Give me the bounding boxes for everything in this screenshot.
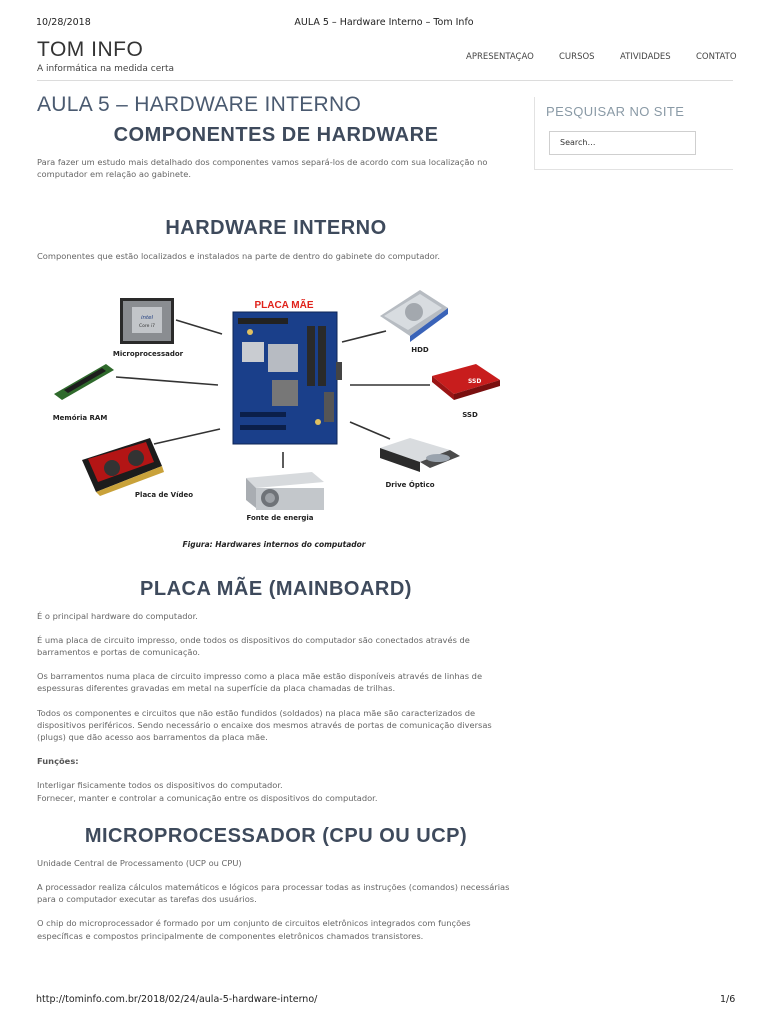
label-microprocessador: Microprocessador: [112, 350, 184, 358]
label-ssd: SSD: [462, 411, 478, 419]
print-url: http://tominfo.com.br/2018/02/24/aula-5-hardware-interno/: [36, 994, 318, 1005]
svg-text:SSD: SSD: [468, 378, 482, 385]
funcoes-list: Interligar fisicamente todos os dispositivos do computador. Fornecer, manter e controlar a comunicação entre os dispositivos do computador.: [37, 780, 378, 803]
paragraph-hardware-interno: Componentes que estão localizados e instalados na parte de dentro do gabinete do computador.: [37, 251, 441, 262]
paragraph-micro-3: O chip do microprocessador é formado por um conjunto de circuitos eletrônicos integrados com funções específicas e compostos principalmente de componentes eletrônicos chamados transistores.: [37, 918, 471, 941]
print-page-number: 1/6: [720, 994, 736, 1005]
nav-item-apresentacao[interactable]: APRESENTAÇÃO: [466, 52, 534, 62]
microprocessor-icon: [120, 298, 174, 344]
nav-item-cursos[interactable]: CURSOS: [559, 52, 595, 62]
paragraph-placa-1: É o principal hardware do computador.: [37, 610, 198, 621]
label-fonte-energia: Fonte de energia: [246, 514, 314, 522]
main-nav: [0, 52, 768, 66]
paragraph-intro: Para fazer um estudo mais detalhado dos componentes vamos separá-los de acordo com sua localização no computador em relação ao gabinete.: [37, 157, 488, 180]
site-tagline: A informática na medida certa: [37, 64, 174, 74]
funcoes-label: Funções:: [37, 756, 79, 767]
heading-hardware-interno: HARDWARE INTERNO: [165, 217, 387, 240]
svg-text:intel: intel: [140, 315, 154, 321]
nav-item-contato[interactable]: CONTATO: [696, 52, 737, 62]
search-input[interactable]: Search…: [549, 131, 696, 155]
sidebar-search-widget: [534, 97, 733, 170]
memory-ram-icon: [54, 364, 114, 400]
ssd-icon: [432, 364, 500, 400]
heading-microprocessador: MICROPROCESSADOR (CPU OU UCP): [84, 824, 468, 847]
power-supply-icon: [246, 472, 324, 510]
hardware-diagram: [50, 282, 510, 554]
nav-item-atividades[interactable]: ATIVIDADES: [620, 52, 671, 62]
heading-placa-mae: PLACA MÃE (MAINBOARD): [140, 577, 412, 600]
motherboard-icon: [233, 312, 342, 444]
label-drive-optico: Drive Óptico: [385, 481, 435, 489]
video-card-icon: [82, 438, 164, 496]
site-logo[interactable]: TOM INFO: [37, 38, 144, 61]
label-placa-video: Placa de Vídeo: [134, 491, 194, 499]
paragraph-micro-1: Unidade Central de Processamento (UCP ou CPU): [37, 857, 242, 868]
header-divider: [37, 80, 733, 81]
paragraph-placa-2: É uma placa de circuito impresso, onde todos os dispositivos do computador são conectados através de barramentos e portas de comunicação.: [37, 634, 470, 658]
label-hdd: HDD: [411, 346, 429, 354]
label-placa-mae: PLACA MÃE: [254, 300, 314, 311]
paragraph-placa-4: Todos os componentes e circuitos que não estão fundidos (soldados) na placa mãe são caracterizados de dispositivos periféricos. Sendo necessário o encaixe dos mesmos através de portas de comunicação diversas (plugs) que dão acesso aos barramentos da placa mãe.: [37, 707, 492, 743]
optical-drive-icon: [380, 438, 460, 472]
print-title: AULA 5 – Hardware Interno – Tom Info: [294, 17, 474, 28]
paragraph-placa-3: Os barramentos numa placa de circuito impresso como a placa mãe estão disponíveis através de linhas de espessuras diferentes gravadas em metal na superfície da placa chamadas de trilhas.: [37, 671, 483, 694]
hardware-figure: [50, 282, 510, 554]
heading-componentes: COMPONENTES DE HARDWARE: [113, 124, 439, 146]
svg-text:Core i7: Core i7: [139, 324, 155, 329]
paragraph-micro-2: A processador realiza cálculos matemáticos e lógicos para processar todas as instruções (comandos) necessárias para o computador executar as tarefas dos usuários.: [37, 882, 510, 905]
sidebar-title: PESQUISAR NO SITE: [546, 104, 685, 119]
article-title: AULA 5 – HARDWARE INTERNO: [37, 93, 362, 116]
print-date: 10/28/2018: [36, 17, 91, 28]
hdd-icon: [380, 290, 448, 342]
label-memoria-ram: Memória RAM: [52, 414, 108, 422]
figure-caption: Figura: Hardwares internos do computador: [182, 540, 366, 549]
